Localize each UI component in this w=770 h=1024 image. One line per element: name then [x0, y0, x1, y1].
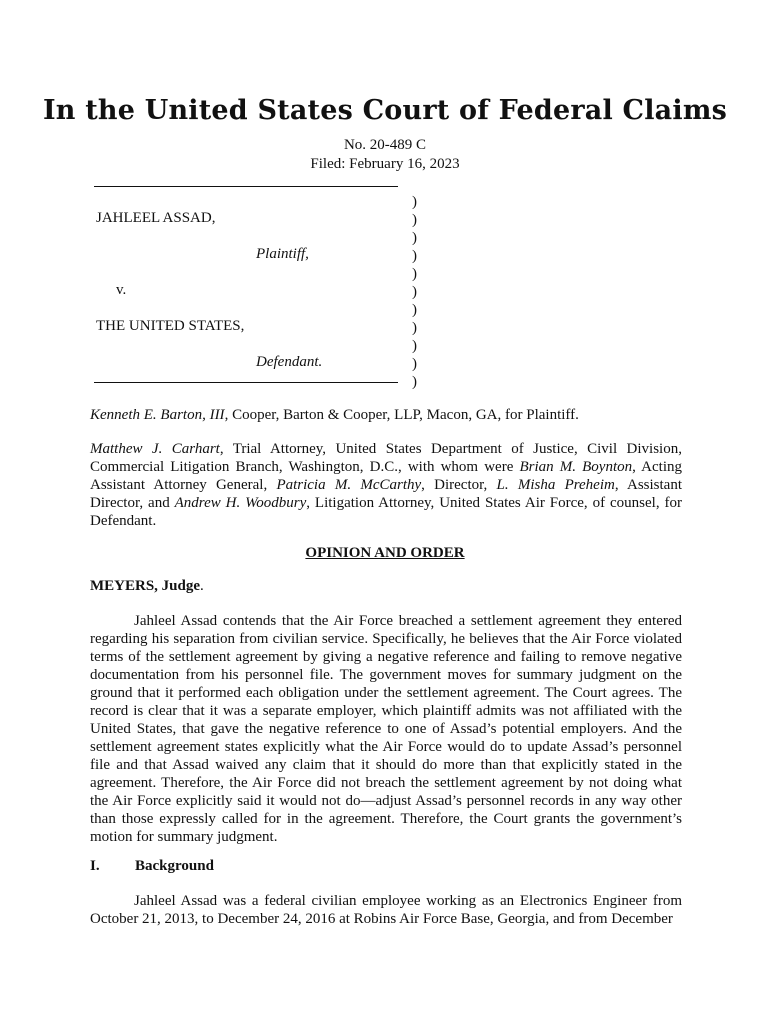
section-title: Background [135, 858, 214, 874]
defendant-role: Defendant. [256, 354, 323, 370]
counsel-plaintiff [90, 406, 682, 424]
defendant-name: THE UNITED STATES, [96, 318, 245, 334]
section-number: I. [90, 858, 100, 874]
counsel-defendant-text-4: , Assistant Director, and [90, 477, 682, 511]
paren-mark: ) [412, 320, 417, 336]
paren-mark: ) [412, 374, 417, 390]
counsel-defendant-text-3: , Director, [421, 477, 497, 493]
counsel-defendant-name-4: L. Misha Preheim [496, 477, 615, 493]
plaintiff-role: Plaintiff, [256, 246, 309, 262]
opinion-heading [0, 545, 770, 562]
paren-mark: ) [412, 302, 417, 318]
opinion-heading-text: OPINION AND ORDER [305, 545, 465, 561]
paren-mark: ) [412, 194, 417, 210]
paren-mark: ) [412, 266, 417, 282]
intro-paragraph: Jahleel Assad contends that the Air Force breached a settlement agreement they entered regarding his separation from civilian service. Specifically, he believes that the Air Force violated terms of the settlement agreement by giving a negative reference and failing to remove negative documentation from his personnel file. The government moves for summary judgment on the ground that it performed each obligation under the settlement agreement. The Court agrees. The record is clear that it was a separate employer, which plaintiff admits was not affiliated with the United States, that gave the negative reference to one of Assad’s potential employers. And the settlement agreement states explicitly what the Air Force would do to update Assad’s personnel file and that Assad waived any claim that it should do more than that explicitly stated in the agreement. Therefore, the Air Force did not breach the settlement agreement by not doing what the Air Force explicitly said it would not do—adjust Assad’s personnel records in any way other than those expressly called for in the agreement. Therefore, the Court grants the government’s motion for summary judgment. [90, 613, 682, 845]
paren-mark: ) [412, 284, 417, 300]
case-number: No. 20-489 C [343, 137, 427, 153]
caption-top-rule [94, 186, 398, 187]
caption-bottom-rule [94, 382, 398, 383]
counsel-defendant-text-2: , Acting Assistant Attorney General, [90, 459, 682, 493]
paren-mark: ) [412, 248, 417, 264]
paren-mark: ) [412, 338, 417, 354]
caption-paren-column [412, 193, 424, 391]
background-paragraph: Jahleel Assad was a federal civilian employee working as an Electronics Engineer from October 21, 2013, to December 24, 2016 at Robins Air Force Base, Georgia, and from December [90, 893, 682, 927]
counsel-plaintiff-name: Kenneth E. Barton, III [90, 407, 225, 423]
counsel-defendant-name-5: Andrew H. Woodbury [174, 495, 307, 511]
judge-name: MEYERS, Judge [90, 578, 201, 594]
plaintiff-name: JAHLEEL ASSAD, [96, 210, 216, 226]
counsel-defendant-name-3: Patricia M. McCarthy [276, 477, 422, 493]
court-title: In the United States Court of Federal Claims [42, 95, 728, 126]
judge-suffix: . [200, 578, 204, 594]
paren-mark: ) [412, 356, 417, 372]
counsel-defendant-name-1: Matthew J. Carhart [90, 441, 220, 457]
counsel-plaintiff-text: , Cooper, Barton & Cooper, LLP, Macon, GA, for Plaintiff. [224, 407, 579, 423]
paren-mark: ) [412, 212, 417, 228]
counsel-defendant-text-1: , Trial Attorney, United States Department of Justice, Civil Division, Commercial Litigation Branch, Washington, D.C., with whom were [90, 441, 682, 475]
paren-mark: ) [412, 230, 417, 246]
counsel-defendant-name-2: Brian M. Boynton [519, 459, 633, 475]
counsel-defendant-text-5: , Litigation Attorney, United States Air Force, of counsel, for Defendant. [90, 495, 682, 529]
judge-line [90, 578, 204, 595]
versus: v. [116, 282, 127, 298]
counsel-defendant [90, 440, 682, 530]
filed-date: Filed: February 16, 2023 [310, 156, 460, 172]
